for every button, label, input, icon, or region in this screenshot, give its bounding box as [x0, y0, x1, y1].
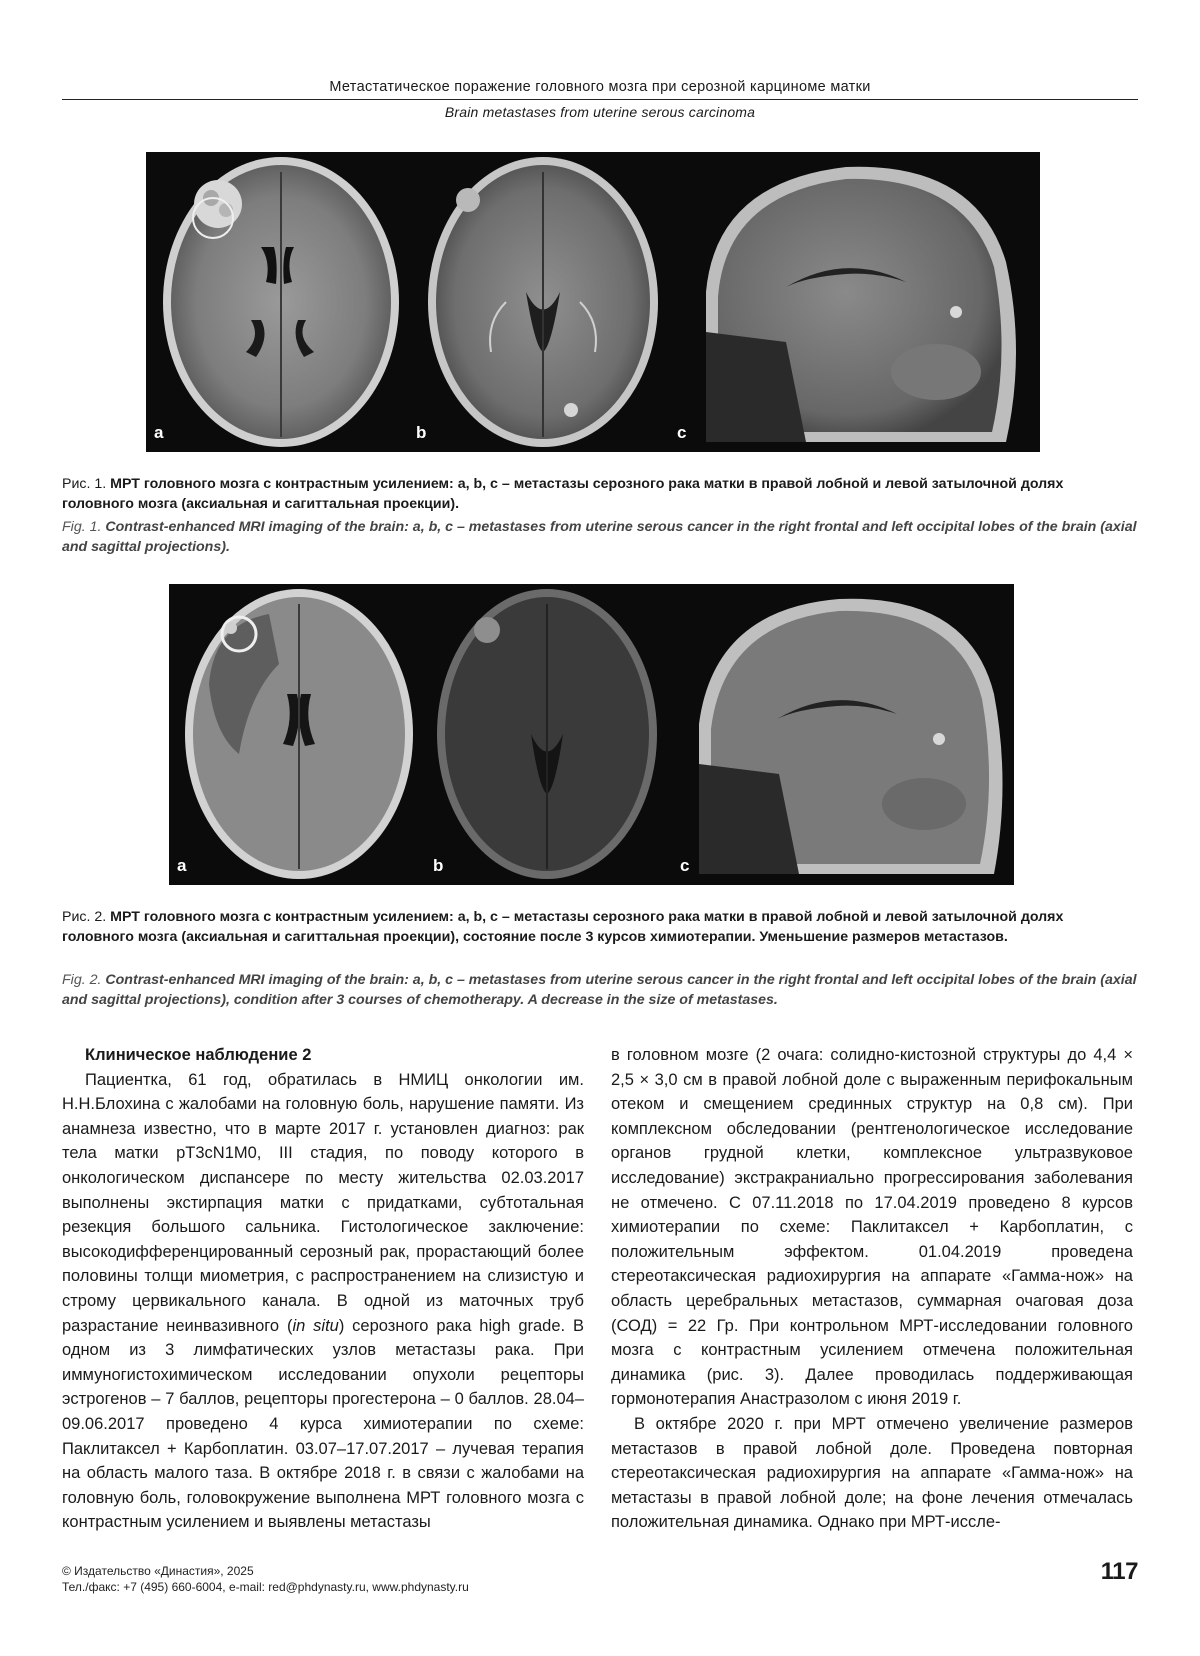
footer — [62, 1563, 469, 1595]
fig2-panel-a-axial-scan — [185, 589, 413, 879]
fig2-caption-ru-text: МРТ головного мозга с контрастным усилением: a, b, c – метастазы серозного рака матки в правой лобной и левой затылочной долях головного мозга (аксиальная и сагиттальная проекции), состояние после 3 курсов химиотерапии. Уменьшение размеров метастазов. — [62, 909, 1064, 945]
fig1-caption-ru-text: МРТ головного мозга с контрастным усилением: a, b, c – метастазы серозного рака матки в правой лобной и левой затылочной долях головного мозга (аксиальная и сагиттальная проекции). — [62, 476, 1064, 512]
fig2-caption-en-prefix: Fig. 2. — [62, 972, 102, 988]
fig1-panel-label-a: a — [154, 423, 164, 442]
section-heading: Клиническое наблюдение 2 — [85, 1046, 312, 1064]
running-header-ru: Метастатическое поражение головного мозга при серозной карциноме матки — [329, 79, 871, 95]
figure-2-caption-en — [62, 971, 1138, 1010]
fig1-caption-en-prefix: Fig. 1. — [62, 519, 102, 535]
running-header-en: Brain metastases from uterine serous carcinoma — [444, 104, 756, 120]
footer-copyright: © Издательство «Династия», 2025 — [62, 1564, 254, 1578]
figure-1-caption-ru — [62, 475, 1138, 514]
figure-2-caption-ru — [62, 908, 1138, 947]
fig2-panel-c-sagittal-scan — [699, 599, 1003, 874]
header-rule — [62, 99, 1138, 100]
fig1-panel-label-b: b — [416, 423, 427, 442]
paragraph-1-text-a: Пациентка, 61 год, обратилась в НМИЦ онкологии им. Н.Н.Блохина с жалобами на головную боль, нарушение памяти. Из анамнеза известно, что в марте 2017 г. установлен диагноз: рак тела матки pT3cN1M0, III стадия, по поводу которого в онкологическом диспансере по месту жительства 02.03.2017 выполнены экстирпация матки с придатками, субтотальная резекция большого сальника. Гистологическое заключение: высокодифференцированный серозный рак, прорастающий более половины толщи миометрия, с распространением на слизистую и строму цервикального канала. В одной из маточных труб разрастание неинвазивного ( — [62, 1070, 584, 1335]
fig2-panel-label-a: a — [177, 856, 187, 875]
page-number: 117 — [1100, 1558, 1138, 1585]
body-paragraph-continued: в головном мозге (2 очага: солидно-кистозной структуры до 4,4 × 2,5 × 3,0 см в правой лобной доле с выраженным перифокальным отеком и смещением срединных структур на 0,8 см). При комплексном обследовании (рентгенологическое исследование органов грудной клетки, комплексное ультразвуковое исследование) экстракраниально прогрессирования заболевания не отмечено. С 07.11.2018 по 17.04.2019 проведено 8 курсов химиотерапии по схеме: Паклитаксел + Карбоплатин, с положительным эффектом. 01.04.2019 проведена стереотаксическая радиохирургия на аппарате «Гамма-нож» на область церебральных метастазов, суммарная очаговая доза (СОД) = 22 Гр. При контрольном МРТ-исследовании головного мозга с контрастным усилением отмечена положительная динамика (рис. 3). Далее проводилась поддерживающая гормонотерапия Анастразолом с июня 2019 г. — [611, 1046, 1133, 1409]
figure-1-mri-image — [146, 152, 1040, 452]
fig1-panel-a-axial-scan — [163, 157, 399, 447]
body-column-right — [611, 1043, 1133, 1535]
fig2-panel-label-b: b — [433, 856, 444, 875]
footer-contacts: Тел./факс: +7 (495) 660-6004, e-mail: red@phdynasty.ru, www.phdynasty.ru — [62, 1580, 469, 1594]
paragraph-1-italic: in situ — [292, 1316, 339, 1335]
fig2-panel-label-c: c — [680, 856, 690, 875]
fig2-caption-en-text: Contrast-enhanced MRI imaging of the brain: a, b, c – metastases from uterine serous cancer in the right frontal and left occipital lobes of the brain (axial and sagittal projections), condition after 3 courses of chemotherapy. A decrease in the size of metastases. — [62, 972, 1137, 1008]
fig1-caption-en-text: Contrast-enhanced MRI imaging of the brain: a, b, c – metastases from uterine serous cancer in the right frontal and left occipital lobes of the brain (axial and sagittal projections). — [62, 519, 1137, 555]
fig1-panel-b-axial-scan — [428, 157, 658, 447]
fig1-panel-label-c: c — [677, 423, 687, 442]
figure-1-caption-en — [62, 518, 1138, 557]
fig1-caption-ru-prefix: Рис. 1. — [62, 476, 107, 492]
paragraph-1-text-b: ) серозного рака high grade. В одном из 3 лимфатических узлов метастазы рака. При иммуногистохимическом исследовании опухоли рецепторы эстрогенов – 7 баллов, рецепторы прогестерона – 0 баллов. 28.04–09.06.2017 проведено 4 курса химиотерапии по схеме: Паклитаксел + Карбоплатин. 03.07–17.07.2017 – лучевая терапия на область малого таза. В октябре 2018 г. в связи с жалобами на головную боль, головокружение выполнена МРТ головного мозга с контрастным усилением и выявлены метастазы — [62, 1316, 584, 1532]
figure-2-mri-image — [169, 584, 1014, 885]
body-paragraph-2: В октябре 2020 г. при МРТ отмечено увеличение размеров метастазов в правой лобной доле. Проведена повторная стереотаксическая радиохирургия на аппарате «Гамма-нож» на метастазы в правой лобной доле; на фоне лечения отмечалась положительная динамика. Однако при МРТ-иссле- — [611, 1414, 1133, 1532]
body-column-left — [62, 1043, 584, 1535]
fig2-caption-ru-prefix: Рис. 2. — [62, 909, 107, 925]
fig2-panel-b-axial-scan — [437, 589, 657, 879]
fig1-panel-c-sagittal-scan — [706, 167, 1016, 442]
body-paragraph-1 — [62, 1068, 584, 1535]
